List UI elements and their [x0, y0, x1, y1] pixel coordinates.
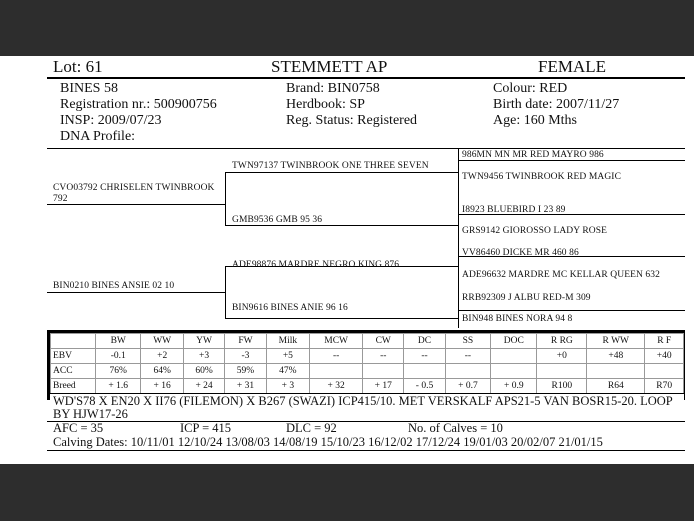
dam-bracket	[225, 266, 226, 318]
sire-sire: TWN97137 TWINBROOK ONE THREE SEVEN	[232, 161, 429, 171]
ebv-col-header: YW	[183, 334, 224, 349]
ebv-cell: --	[445, 349, 490, 364]
breed-cell: R70	[645, 379, 684, 394]
acc-cell: 59%	[225, 364, 266, 379]
ebv-col-header: FW	[225, 334, 266, 349]
ebv-col-header: MCW	[310, 334, 363, 349]
sire-name	[53, 183, 223, 205]
dlc: DLC = 92	[286, 421, 337, 435]
breeding-notes-line1: WD'S78 X EN20 X II76 (FILEMON) X B267 (SWAZI) ICP415/10. MET VERSKALF APS21-5 VAN BOSR15-20. LOOP	[53, 394, 673, 408]
afc: AFC = 35	[53, 421, 104, 435]
ebv-cell: +2	[141, 349, 183, 364]
sire-sire-line	[225, 172, 458, 173]
calving-dates: Calving Dates: 10/11/01 12/10/24 13/08/03 14/08/19 15/10/23 16/12/02 17/12/24 19/01/03 20/02/07 21/01/15	[53, 435, 603, 449]
sire-dam-sire: I8923 BLUEBIRD I 23 89	[462, 205, 566, 215]
dam-sire: ADE98876 MARDRE NEGRO KING 876	[232, 260, 400, 270]
dam-sire-dam: ADE96632 MARDRE MC KELLAR QUEEN 632	[462, 270, 660, 280]
breed-row	[51, 379, 684, 394]
lot-number: Lot: 61	[53, 57, 103, 76]
acc-cell	[404, 364, 445, 379]
dam-dam: BIN9616 BINES ANIE 96 16	[232, 303, 348, 313]
breed-cell: - 0.5	[404, 379, 445, 394]
info-divider	[47, 148, 685, 149]
icp: ICP = 415	[180, 421, 232, 435]
ebv-col-header	[51, 334, 96, 349]
sire-dam: GMB9536 GMB 95 36	[232, 215, 323, 225]
breed-cell: + 1.6	[96, 379, 141, 394]
dam-dam-dam: BIN948 BINES NORA 94 8	[462, 314, 573, 324]
brand: Brand: BIN0758	[286, 81, 380, 96]
colour: Colour: RED	[493, 81, 568, 96]
acc-cell	[491, 364, 537, 379]
breed-cell: R100	[537, 379, 587, 394]
header-divider	[47, 77, 685, 79]
sire-sire-dam: TWN9456 TWINBROOK RED MAGIC	[462, 172, 621, 182]
ebv-col-header: DOC	[491, 334, 537, 349]
dna-profile: DNA Profile:	[60, 129, 136, 144]
ebv-cell: --	[310, 349, 363, 364]
ebv-col-header: DC	[404, 334, 445, 349]
footer-bottom-line	[47, 450, 685, 451]
sire-dam-dam: GRS9142 GIOROSSO LADY ROSE	[462, 226, 608, 236]
breed-cell: + 0.7	[445, 379, 490, 394]
ebv-cell: +48	[587, 349, 645, 364]
animal-name: STEMMETT AP	[271, 57, 388, 76]
number-of-calves: No. of Calves = 10	[408, 421, 503, 435]
breed-cell: + 31	[225, 379, 266, 394]
breed-cell: + 0.9	[491, 379, 537, 394]
dam-sire-sire: VV86460 DICKE MR 460 86	[462, 248, 579, 258]
ebv-col-header: WW	[141, 334, 183, 349]
reg-status: Reg. Status: Registered	[286, 113, 418, 128]
ebv-col-header: R WW	[587, 334, 645, 349]
breed-cell: + 17	[363, 379, 404, 394]
birth-date: Birth date: 2007/11/27	[493, 97, 620, 112]
ebv-col-header: Milk	[266, 334, 309, 349]
ebv-cell: +40	[645, 349, 684, 364]
ebv-col-header: SS	[445, 334, 490, 349]
ebv-cell: +3	[183, 349, 224, 364]
acc-cell	[537, 364, 587, 379]
acc-cell	[645, 364, 684, 379]
insp-date: INSP: 2009/07/23	[60, 113, 162, 128]
dam-line	[47, 292, 225, 293]
ebv-cell: +0	[537, 349, 587, 364]
ebv-row	[51, 349, 684, 364]
registration-number: Registration nr.: 500900756	[60, 97, 217, 112]
acc-cell	[310, 364, 363, 379]
sire-sire-sire: 986MN MN MR RED MAYRO 986	[462, 150, 604, 160]
ebv-cell: --	[404, 349, 445, 364]
acc-cell: ACC	[51, 364, 96, 379]
dam-dam-sire: RRB92309 J ALBU RED-M 309	[462, 293, 591, 303]
breed-cell: Breed	[51, 379, 96, 394]
acc-cell	[445, 364, 490, 379]
animal-sex: FEMALE	[538, 57, 606, 76]
ebv-cell: --	[363, 349, 404, 364]
age: Age: 160 Mths	[493, 113, 577, 128]
ebv-col-header: CW	[363, 334, 404, 349]
sire-text: CVO03792 CHRISELEN TWINBROOK 792	[53, 183, 215, 204]
catalogue-sheet	[0, 56, 694, 464]
ebv-col-header: BW	[96, 334, 141, 349]
breeding-notes-line2: BY HJW17-26	[53, 407, 128, 421]
acc-cell: 64%	[141, 364, 183, 379]
acc-row	[51, 364, 684, 379]
acc-cell	[587, 364, 645, 379]
pedigree-col-divider	[458, 148, 459, 328]
acc-cell	[363, 364, 404, 379]
ebv-cell: -3	[225, 349, 266, 364]
notes-divider	[47, 421, 685, 422]
ebv-cell: EBV	[51, 349, 96, 364]
breed-cell: + 32	[310, 379, 363, 394]
dam-dam-line	[225, 318, 458, 319]
breed-cell: + 24	[183, 379, 224, 394]
ebv-col-header: R F	[645, 334, 684, 349]
ebv-header-row	[51, 334, 684, 349]
breed-cell: + 16	[141, 379, 183, 394]
ebv-table	[47, 330, 685, 400]
ebv-cell	[491, 349, 537, 364]
herdbook: Herdbook: SP	[286, 97, 365, 112]
ebv-cell: -0.1	[96, 349, 141, 364]
acc-cell: 47%	[266, 364, 309, 379]
sss-line	[458, 160, 685, 161]
breed-cell: + 3	[266, 379, 309, 394]
animal-id: BINES 58	[60, 81, 118, 96]
acc-cell: 60%	[183, 364, 224, 379]
sire-bracket	[225, 172, 226, 225]
breed-cell: R64	[587, 379, 645, 394]
acc-cell: 76%	[96, 364, 141, 379]
dam-name: BIN0210 BINES ANSIE 02 10	[53, 281, 175, 291]
ebv-cell: +5	[266, 349, 309, 364]
ebv-col-header: R RG	[537, 334, 587, 349]
sire-dam-line	[225, 225, 458, 226]
dds-line	[458, 310, 685, 311]
